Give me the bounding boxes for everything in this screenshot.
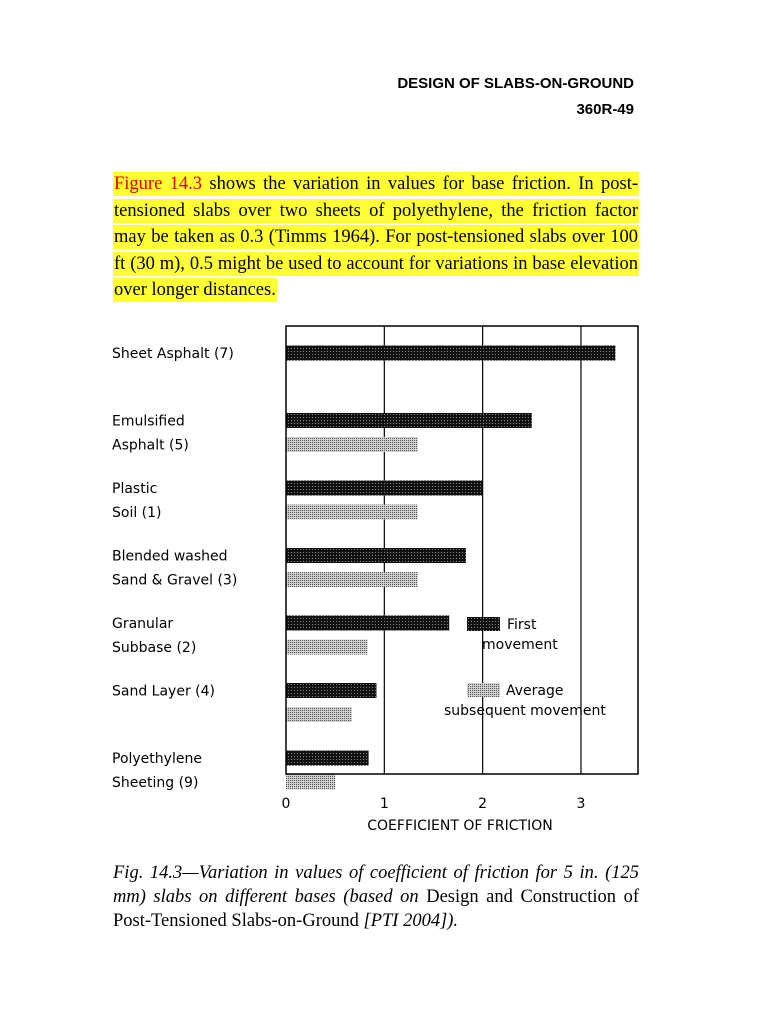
category-label: Plastic [112, 481, 158, 497]
x-tick-label: 2 [478, 796, 488, 812]
figure-reference: Figure 14.3 [114, 174, 203, 194]
bar-subsequent-movement [286, 640, 368, 655]
legend-label: First [507, 617, 537, 633]
running-header-title: DESIGN OF SLABS-ON-GROUND [397, 75, 634, 92]
legend-swatch [467, 683, 500, 697]
category-label: Sand Layer (4) [112, 683, 215, 700]
caption-title: Design and Construction of Post-Tensioned Slabs-on-Ground [113, 887, 639, 931]
bar-first-movement [286, 413, 532, 428]
bar-subsequent-movement [286, 707, 352, 722]
legend-label: Average [506, 683, 564, 699]
category-label: Granular [112, 616, 174, 632]
bar-first-movement [286, 683, 376, 698]
bar-subsequent-movement [286, 437, 418, 452]
x-tick-label: 3 [576, 796, 586, 812]
category-label: Polyethylene [112, 751, 202, 767]
legend-label: movement [482, 637, 558, 653]
bar-subsequent-movement [286, 505, 418, 520]
legend-swatch [467, 617, 500, 631]
category-label: Sand & Gravel (3) [112, 572, 238, 589]
category-label: Subbase (2) [112, 640, 197, 656]
category-label: Soil (1) [112, 505, 162, 521]
bar-first-movement [286, 616, 449, 631]
x-axis-label: COEFFICIENT OF FRICTION [367, 818, 553, 834]
bar-first-movement [286, 751, 369, 766]
category-label: Sheet Asphalt (7) [112, 346, 234, 362]
category-label: Blended washed [112, 548, 228, 565]
paragraph-text: shows the variation in values for base friction. In post-tensioned slabs over two sheets of polyethylene, the friction factor may be taken as 0.3 (Timms 1964). For post-tensioned slabs over 100 ft (30 m), 0.5 might be used to account for variations in base elevation over longer distances. [114, 174, 638, 300]
bar-subsequent-movement [286, 775, 335, 790]
bar-first-movement [286, 548, 466, 563]
category-label: Asphalt (5) [112, 437, 189, 454]
x-tick-label: 0 [281, 796, 291, 812]
running-header-code: 360R-49 [576, 101, 634, 118]
bar-first-movement [286, 481, 483, 496]
legend-label: subsequent movement [444, 703, 606, 719]
caption-text-1: Fig. 14.3—Variation in values of coefficient of friction for 5 in. (125 mm) slabs on different bases (based on [113, 863, 639, 907]
figure-caption [113, 861, 639, 933]
bar-subsequent-movement [286, 572, 418, 587]
caption-text-3: [PTI 2004]). [358, 911, 459, 931]
bar-first-movement [286, 346, 615, 361]
category-label: Emulsified [112, 413, 185, 430]
x-tick-label: 1 [379, 796, 389, 812]
category-label: Sheeting (9) [112, 775, 199, 791]
